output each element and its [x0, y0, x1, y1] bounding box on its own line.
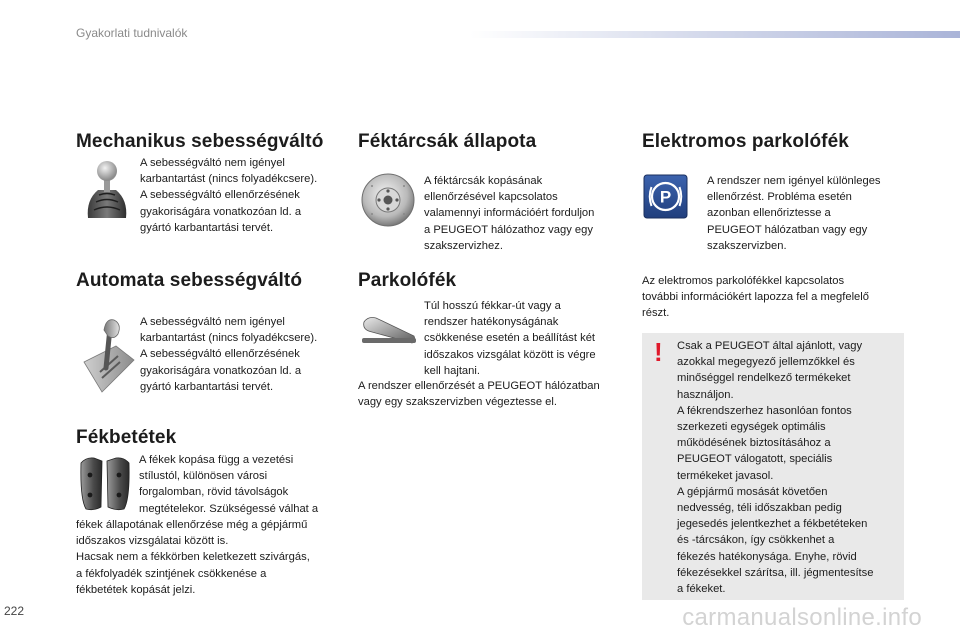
electric-parking-brake-extra-text: Az elektromos parkolófékkel kapcsolatos további információkért lapozza fel a megfelelő részt.: [642, 275, 869, 320]
page-number: 222: [4, 604, 25, 618]
watermark: carmanualsonline.info: [682, 604, 922, 631]
section-title-manual-gearbox: Mechanikus sebességváltó: [76, 131, 324, 152]
electric-parking-brake-text: A rendszer nem igényel különleges ellenőrzést. Probléma esetén azonban ellenőriztesse a PEUGEOT hálózatban vagy egy szakszervizben.: [707, 175, 881, 252]
parking-brake-text-indented: Túl hosszú fékkar-út vagy a rendszer hatékonyságának csökkenése esetén a beállítást két időszakos vizsgálat között is végre kell hajtani.: [424, 300, 596, 377]
parking-brake-text: A rendszer ellenőrzését a PEUGEOT hálózatban vagy egy szakszervizben végeztesse el.: [358, 380, 600, 409]
section-title-parking-brake: Parkolófék: [358, 270, 457, 291]
automatic-gearbox-text: A sebességváltó nem igényel karbantartást (nincs folyadékcsere). A sebességváltó ellenőrzésének gyakoriságára vonatkozóan ld. a gyártó karbantartási tervét.: [140, 316, 318, 393]
brake-discs-text: A féktárcsák kopásának ellenőrzésével kapcsolatos valamennyi információért forduljon a PEUGEOT hálózathoz vagy egy szakszervizhez.: [424, 175, 595, 252]
brake-pads-text-indented: A fékek kopása függ a vezetési stílustól, különösen városi forgalomban, rövid távolságok megtételekor. Szükségessé válhat a: [139, 454, 319, 515]
header-gradient-bar: [470, 31, 960, 38]
parking-icon-letter: P: [659, 187, 672, 207]
automatic-gearbox-icon: [80, 316, 136, 398]
handbrake-lever-icon: [358, 308, 418, 348]
manual-gearbox-icon: [82, 160, 134, 220]
brake-disc-icon: [360, 172, 416, 228]
brake-pads-icon: [78, 455, 132, 513]
electric-parking-brake-icon: [643, 174, 688, 219]
manual-gearbox-text: A sebességváltó nem igényel karbantartást (nincs folyadékcsere). A sebességváltó ellenőrzésének gyakoriságára vonatkozóan ld. a gyártó karbantartási tervét.: [140, 157, 318, 234]
section-title-automatic-gearbox: Automata sebességváltó: [76, 270, 303, 291]
warning-icon: !: [654, 337, 663, 367]
warning-text: Csak a PEUGEOT által ajánlott, vagy azokkal megegyező jellemzőkkel és minőséggel rendelkező termékeket használjon. A fékrendszerhez hasonlóan fontos szerkezeti egységek optimális működésének biztosításához a PEUGEOT válogatott, speciális termékeket javasol. A gépjármű mosását követően nedvesség, téli időszakban pedig jegesedés jelentkezhet a fékbetéteken és -tárcsákon, így csökkenhet a fékezés hatékonysága. Enyhe, rövid fékezésekkel szárítsa, ill. jégmentesítse a fékeket.: [677, 340, 874, 596]
section-title-brake-pads: Fékbetétek: [76, 427, 177, 448]
chapter-title: Gyakorlati tudnivalók: [76, 26, 188, 40]
section-title-brake-discs: Féktárcsák állapota: [358, 131, 537, 152]
section-title-electric-parking-brake: Elektromos parkolófék: [642, 131, 849, 152]
brake-pads-text: fékek állapotának ellenőrzése még a gépjármű időszakos vizsgálatai között is. Hacsak nem a fékkörben keletkezett szivárgás, a fékfolyadék szintjének csökkenése a fékbetétek kopását jelzi.: [76, 519, 310, 596]
